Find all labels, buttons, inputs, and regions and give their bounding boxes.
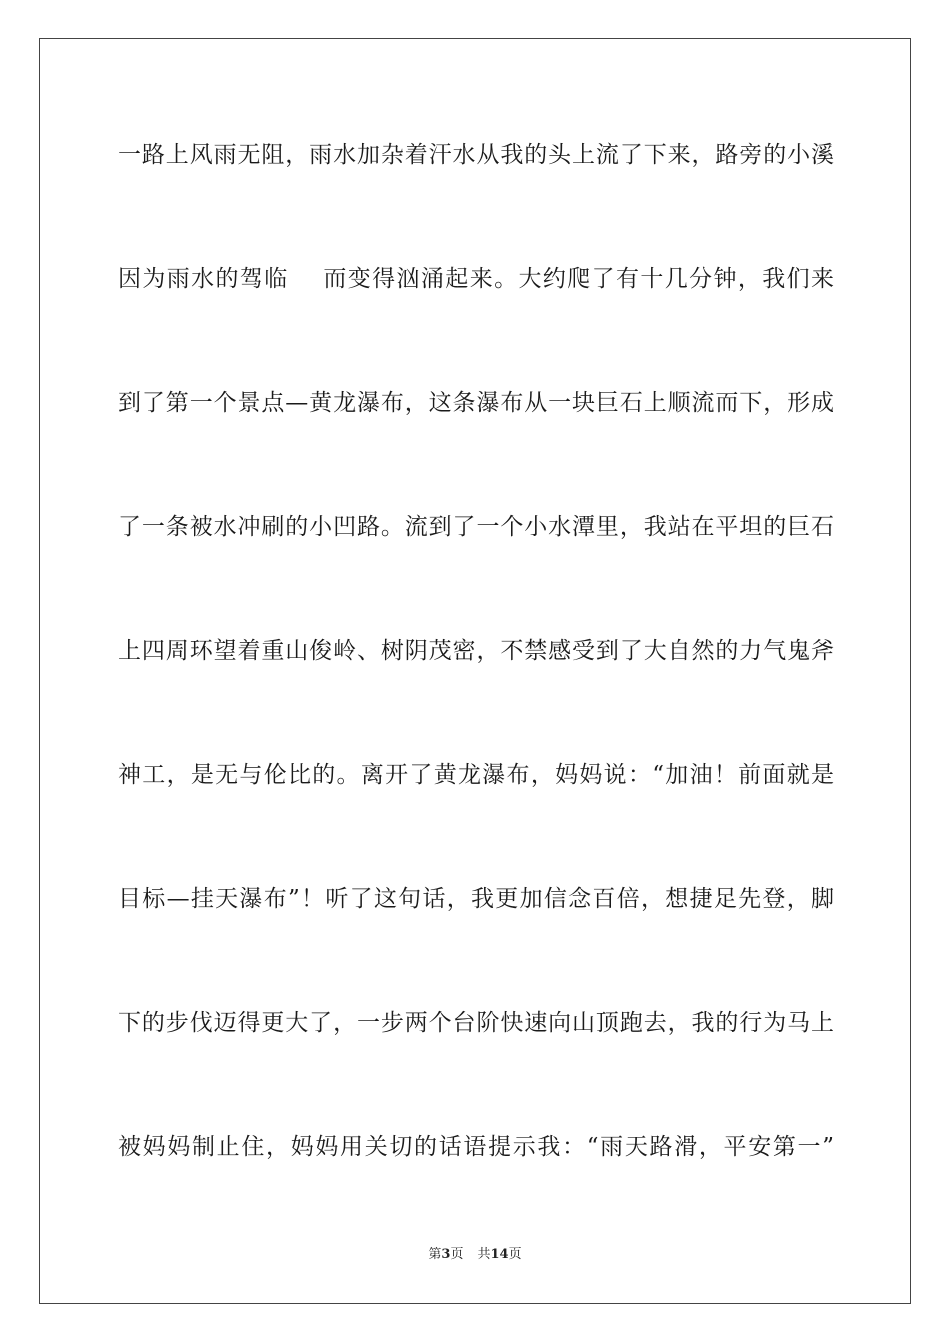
text-line-7: 目标—挂天瀑布”！听了这句话，我更加信念百倍，想捷足先登，脚 <box>118 886 834 912</box>
text-line-2: 因为雨水的驾临 而变得汹涌起来。大约爬了有十几分钟，我们来 <box>118 266 834 292</box>
text-line-4: 了一条被水冲刷的小凹路。流到了一个小水潭里，我站在平坦的巨石 <box>118 514 834 540</box>
footer-page-prefix: 第 <box>428 1247 442 1262</box>
footer-total-suffix: 页 <box>508 1247 522 1262</box>
footer-page-suffix: 页 <box>450 1247 464 1262</box>
text-line-5: 上四周环望着重山俊岭、树阴茂密，不禁感受到了大自然的力气鬼斧 <box>118 638 834 664</box>
text-line-3: 到了第一个景点—黄龙瀑布，这条瀑布从一块巨石上顺流而下，形成 <box>118 390 834 416</box>
text-line-8: 下的步伐迈得更大了，一步两个台阶快速向山顶跑去，我的行为马上 <box>118 1010 834 1036</box>
text-line-9: 被妈妈制止住，妈妈用关切的话语提示我：“雨天路滑，平安第一” <box>118 1134 834 1160</box>
text-line-6: 神工，是无与伦比的。离开了黄龙瀑布，妈妈说：“加油！前面就是 <box>118 762 834 788</box>
page-border <box>39 38 911 1304</box>
page-footer <box>0 1246 950 1264</box>
footer-total-prefix: 共 <box>477 1247 491 1262</box>
text-line-1: 一路上风雨无阻，雨水加杂着汗水从我的头上流了下来，路旁的小溪 <box>118 142 834 168</box>
footer-total-number: 14 <box>490 1247 509 1262</box>
footer-page-number: 3 <box>441 1247 451 1262</box>
